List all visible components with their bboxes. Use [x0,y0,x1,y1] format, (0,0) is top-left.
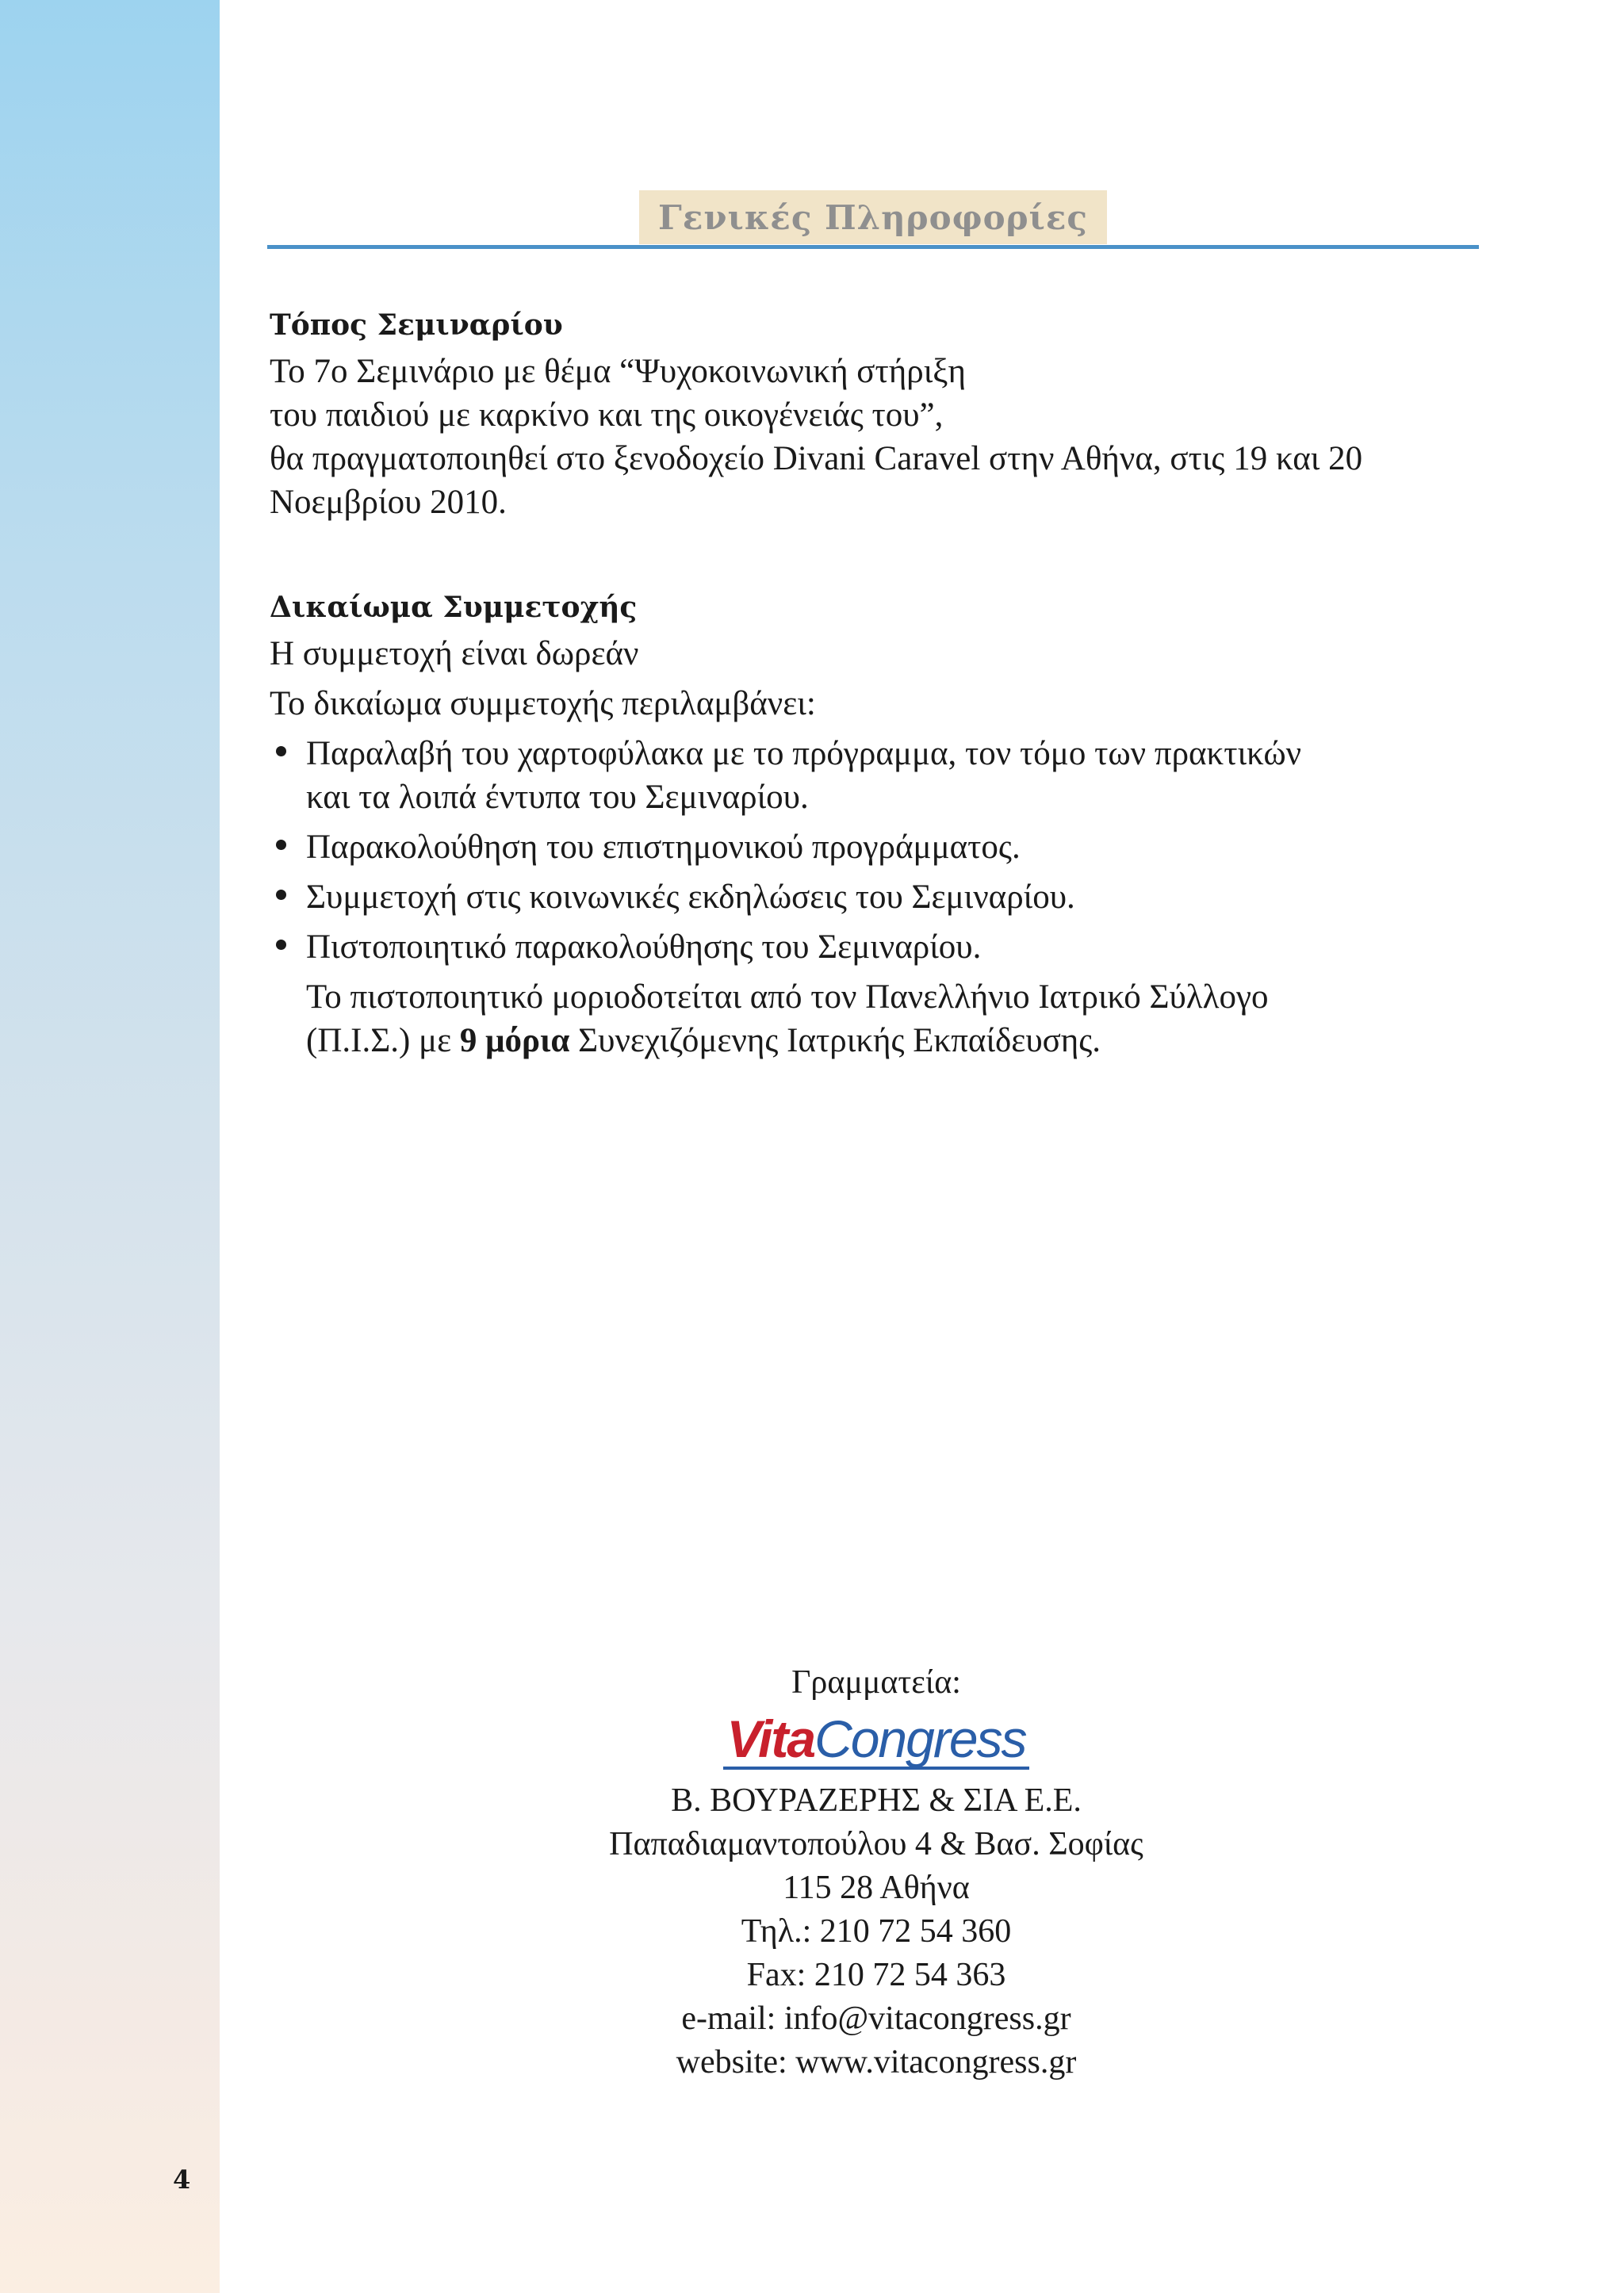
free-participation-text: Η συμμετοχή είναι δωρεάν [270,635,639,672]
venue-section [270,305,1475,524]
list-item [270,732,1475,819]
venue-line: θα πραγματοποιηθεί στο ξενοδοχείο Divani Caravel στην Αθήνα, στις 19 και 20 [270,440,1363,477]
note-line: Το πιστοποιητικό μοριοδοτείται από τον Πανελλήνιο Ιατρικό Σύλλογο [306,978,1269,1016]
includes-text: Το δικαίωμα συμμετοχής περιλαμβάνει: [270,685,816,722]
list-item-text: και τα λοιπά έντυπα του Σεμιναρίου. [306,779,809,816]
logo-part-congress: Congress [814,1709,1026,1768]
page-number: 4 [173,2165,191,2195]
secretariat-block [492,1661,1261,2084]
side-gradient-band [0,0,220,2293]
venue-body [270,350,1475,524]
list-item [270,925,1475,969]
participation-heading: Δικαίωμα Συμμετοχής [270,591,638,624]
bullet-icon [276,840,286,850]
list-item-text: Παρακολούθηση του επιστημονικού προγράμματος. [306,829,1021,866]
participation-section [270,588,1475,1062]
list-item-text: Παραλαβή του χαρτοφύλακα με το πρόγραμμα, τον τόμο των πρακτικών [306,735,1302,772]
list-item-text: Συμμετοχή στις κοινωνικές εκδηλώσεις του Σεμιναρίου. [306,879,1075,916]
venue-heading: Τόπος Σεμιναρίου [270,308,563,342]
venue-line: του παιδιού με καρκίνο και της οικογένειάς του”, [270,396,944,434]
page-title: Γενικές Πληροφορίες [658,197,1088,237]
fax-number: Fax: 210 72 54 363 [746,1957,1006,1993]
city-postcode: 115 28 Αθήνα [783,1870,970,1906]
vitacongress-logo [723,1709,1028,1770]
logo-part-vita: Vita [726,1709,815,1768]
credits-value: 9 μόρια [459,1022,570,1059]
list-item [270,825,1475,869]
bullet-icon [276,940,286,950]
header-divider [267,245,1479,249]
includes-list [270,732,1475,969]
venue-line: Το 7ο Σεμινάριο με θέμα “Ψυχοκοινωνική στήριξη [270,353,966,390]
note-text: (Π.Ι.Σ.) με [306,1022,460,1059]
bullet-icon [276,890,286,900]
list-item-text: Πιστοποιητικό παρακολούθησης του Σεμιναρίου. [306,928,982,966]
phone-number: Τηλ.: 210 72 54 360 [741,1913,1012,1950]
bullet-icon [276,746,286,756]
street-address: Παπαδιαμαντοπούλου 4 & Βασ. Σοφίας [609,1826,1143,1862]
list-item [270,875,1475,919]
company-name: Β. ΒΟΥΡΑΖΕΡΗΣ & ΣΙΑ Ε.Ε. [671,1782,1082,1819]
website-address: website: www.vitacongress.gr [676,2044,1077,2081]
venue-line: Νοεμβρίου 2010. [270,484,507,521]
certificate-note [270,975,1475,1062]
email-address: e-mail: info@vitacongress.gr [681,2000,1071,2037]
section-header-box [639,190,1107,244]
main-content [270,305,1475,1062]
note-line [306,1019,1475,1062]
secretariat-label: Γραμματεία: [791,1664,961,1701]
note-text: Συνεχιζόμενης Ιατρικής Εκπαίδευσης. [569,1022,1101,1059]
